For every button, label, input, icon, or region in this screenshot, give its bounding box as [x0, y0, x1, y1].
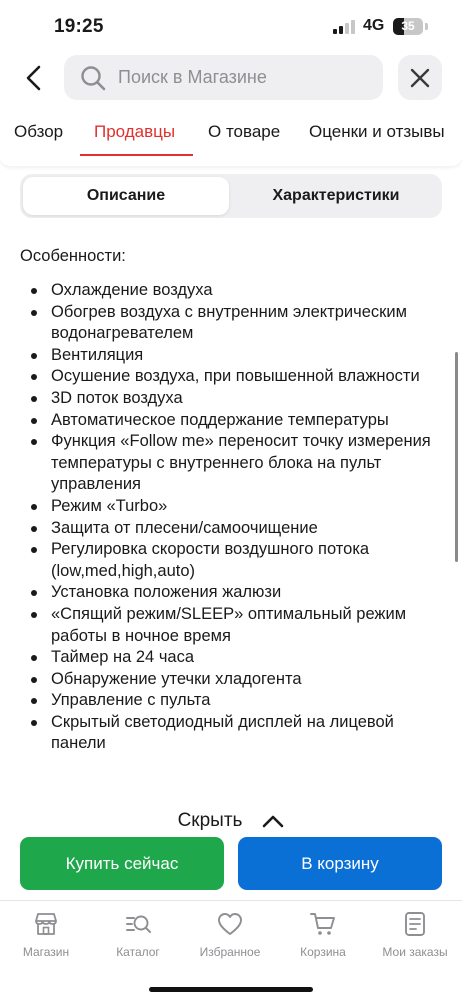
- nav-label: Каталог: [116, 945, 160, 959]
- close-icon: [409, 67, 431, 89]
- collapse-button[interactable]: [0, 810, 462, 832]
- nav-catalog[interactable]: [92, 901, 184, 971]
- search-box[interactable]: [64, 55, 383, 100]
- status-time: 19:25: [54, 16, 104, 37]
- product-details: [0, 156, 462, 836]
- catalog-icon: [124, 910, 152, 938]
- store-icon: [32, 910, 60, 938]
- search-icon: [80, 65, 106, 91]
- feature-item: Обогрев воздуха с внутренним электрическим водонагревателем: [20, 302, 448, 345]
- tab-sellers[interactable]: Продавцы: [94, 122, 176, 141]
- feature-item: Установка положения жалюзи: [20, 582, 448, 604]
- tab-reviews[interactable]: Оценки и отзывы: [309, 122, 445, 141]
- segment-specifications[interactable]: Характеристики: [272, 187, 400, 204]
- close-button[interactable]: [398, 55, 442, 100]
- tab-overview[interactable]: Обзор: [14, 122, 64, 141]
- buy-now-button[interactable]: Купить сейчас: [20, 837, 224, 890]
- heart-icon: [216, 910, 244, 938]
- content-edge: [0, 156, 462, 166]
- features-list: [20, 280, 448, 755]
- nav-label: Магазин: [22, 945, 70, 959]
- network-type: 4G: [363, 17, 385, 34]
- feature-item: Защита от плесени/самоочищение: [20, 518, 448, 540]
- nav-label: Мои заказы: [382, 945, 448, 959]
- feature-item: Автоматическое поддержание температуры: [20, 410, 448, 432]
- purchase-actions: [0, 836, 462, 900]
- home-indicator: [149, 987, 313, 992]
- nav-store[interactable]: [0, 901, 92, 971]
- feature-item: «Спящий режим/SLEEP» оптимальный режим работы в ночное время: [20, 604, 448, 647]
- feature-item: Регулировка скорости воздушного потока (low,med,high,auto): [20, 539, 448, 582]
- feature-item: Режим «Turbo»: [20, 496, 448, 518]
- product-tabs: [0, 116, 462, 158]
- nav-favorites[interactable]: [184, 901, 276, 971]
- features-heading: Особенности:: [20, 247, 126, 265]
- orders-icon: [401, 910, 429, 938]
- nav-orders[interactable]: [369, 901, 461, 971]
- nav-label: Корзина: [300, 945, 346, 959]
- battery-level: 35: [401, 19, 415, 33]
- tab-about[interactable]: О товаре: [208, 122, 281, 141]
- feature-item: Управление с пульта: [20, 690, 448, 712]
- add-to-cart-button[interactable]: В корзину: [238, 837, 442, 890]
- battery-tip: [425, 23, 428, 30]
- signal-icon: [333, 20, 355, 34]
- feature-item: Скрытый светодиодный дисплей на лицевой панели: [20, 712, 448, 755]
- segment-description[interactable]: Описание: [23, 177, 229, 215]
- collapse-label: Скрыть: [177, 810, 243, 831]
- feature-item: Вентиляция: [20, 345, 448, 367]
- details-segmented-control: [20, 174, 442, 218]
- nav-label: Избранное: [199, 945, 261, 959]
- back-button[interactable]: [14, 58, 54, 98]
- feature-item: Таймер на 24 часа: [20, 647, 448, 669]
- chevron-up-icon: [262, 814, 284, 828]
- feature-item: Осушение воздуха, при повышенной влажности: [20, 366, 448, 388]
- feature-item: Функция «Follow me» переносит точку измерения температуры с внутреннего блока на пульт управления: [20, 431, 448, 496]
- cart-icon: [309, 910, 337, 938]
- status-bar: [0, 0, 462, 52]
- feature-item: Обнаружение утечки хладогента: [20, 669, 448, 691]
- feature-item: 3D поток воздуха: [20, 388, 448, 410]
- scrollbar[interactable]: [455, 352, 458, 562]
- feature-item: Охлаждение воздуха: [20, 280, 448, 302]
- chevron-left-icon: [22, 64, 46, 92]
- battery-icon: [393, 18, 423, 35]
- nav-cart[interactable]: [277, 901, 369, 971]
- bottom-navigation: [0, 900, 462, 999]
- search-input[interactable]: [118, 67, 358, 88]
